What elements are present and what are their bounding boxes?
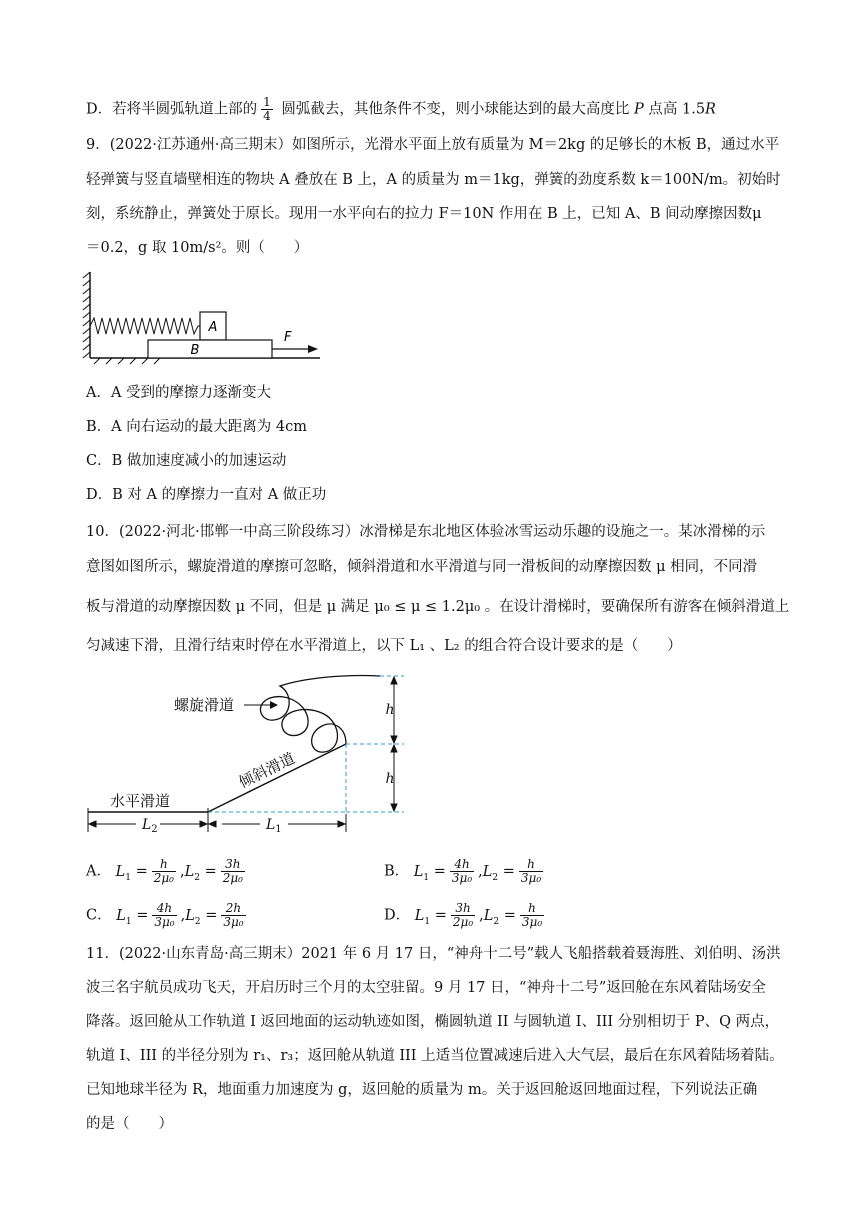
q9-figure-spring-blocks [80,268,330,368]
option-text-2: 圆弧截去，其他条件不变，则小球能达到的最大高度比 [276,101,634,118]
q10-option-d: D． $L_1$ = $\frac{3h}{\text{2μ₀}}$ $,L_2$ = $\frac{h}{\text{3μ₀}}$ [384,901,543,929]
q10-figure-ice-slide [84,668,414,838]
label-l1: $L_1$ [266,817,282,835]
option-label: A． [86,863,111,880]
frac-den: 4 [263,109,271,123]
radius-r: R [705,101,716,118]
q11-stem-line2: 波三名宇航员成功飞天，开启历时三个月的太空驻留。9 月 17 日，“神舟十二号”返回舱在东风着陆场安全 [86,980,766,996]
label-f: F [284,330,292,345]
option-text: 若将半圆弧轨道上部的 [112,101,258,118]
label-l2: $L_2$ [142,817,158,835]
q9-option-b: B．A 向右运动的最大距离为 4cm [86,419,307,435]
q9-stem-line4: ＝0.2，g 取 10m/s²。则（ ） [86,240,309,256]
q9-stem-line2: 轻弹簧与竖直墙壁相连的物块 A 叠放在 B 上，A 的质量为 m＝1kg，弹簧的劲度系数 k＝100N/m。初始时 [86,172,781,188]
q11-stem-line1: 11．(2022·山东青岛·高三期末）2021 年 6 月 17 日，“神舟十二号”载人飞船搭载着聂海胜、刘伯明、汤洪 [86,946,781,962]
board-b [148,340,272,358]
q10-stem-line2: 意图如图所示，螺旋滑道的摩擦可忽略，倾斜滑道和水平滑道与同一滑板间的动摩擦因数 μ 相同，不同滑 [86,559,758,575]
q8-option-d [86,96,716,123]
q11-stem-line5: 已知地球半径为 R，地面重力加速度为 g，返回舱的质量为 m。关于返回舱返回地面过程，下列说法正确 [86,1082,758,1098]
label-a: A [208,320,218,335]
frac: $\frac{3h}{\text{2μ₀}}$ [222,857,243,885]
q10-stem-line4: 匀减速下滑，且滑行结束时停在水平滑道上，以下 L₁ 、L₂ 的组合符合设计要求的是（ ） [86,638,682,654]
label-horizontal-chute: 水平滑道 [110,792,171,810]
frac: $\frac{4h}{\text{3μ₀}}$ [451,857,473,885]
q10-stem-line3: 板与滑道的动摩擦因数 μ 不同，但是 μ 满足 μ₀ ≤ μ ≤ 1.2μ₀ 。在设计滑梯时，要确保所有游客在倾斜滑道上 [86,599,790,615]
q10-option-a: A． $L_1$ = $\frac{h}{\text{2μ₀}}$ $,L_2$ = $\frac{3h}{\text{2μ₀}}$ [86,857,243,885]
option-text-3: 点高 1.5 [643,101,706,118]
frac: $\frac{h}{\text{2μ₀}}$ [153,857,174,885]
label-spiral-chute: 螺旋滑道 [174,696,235,714]
frac: $\frac{3h}{\text{2μ₀}}$ [452,901,474,929]
q9-option-c: C．B 做加速度减小的加速运动 [86,453,287,469]
q9-stem-line3: 刻，系统静止，弹簧处于原长。现用一水平向右的拉力 F＝10N 作用在 B 上，已知 A、B 间动摩擦因数μ [86,206,762,222]
option-label: D． [86,101,113,118]
q11-stem-line3: 降落。返回舱从工作轨道 I 返回地面的运动轨迹如图，椭圆轨道 II 与圆轨道 I、III 分别相切于 P、Q 两点， [86,1014,780,1030]
label-b: B [190,343,200,358]
q9-option-d: D．B 对 A 的摩擦力一直对 A 做正功 [86,487,327,503]
frac: $\frac{4h}{\text{3μ₀}}$ [154,901,175,929]
option-label: C． [86,907,112,924]
q11-stem-line4: 轨道 I、III 的半径分别为 r₁、r₃；返回舱从轨道 III 上适当位置减速后进入大气层，最后在东风着陆场着陆。 [86,1048,784,1064]
frac-num: 1 [263,95,271,109]
frac: $\frac{h}{\text{3μ₀}}$ [521,901,543,929]
q10-option-c: C． $L_1$ = $\frac{4h}{\text{3μ₀}}$ $,L_2$ = $\frac{2h}{\text{3μ₀}}$ [86,901,244,929]
point-p: P [634,101,644,118]
q9-stem-line1: 9．(2022·江苏通州·高三期末）如图所示，光滑水平面上放有质量为 M＝2kg 的足够长的木板 B，通过水平 [86,137,780,153]
fraction-one-quarter [261,96,273,123]
q10-stem-line1: 10．(2022·河北·邯郸一中高三阶段练习）冰滑梯是东北地区体验冰雪运动乐趣的设施之一。某冰滑梯的示 [86,524,766,540]
label-incline-chute: 倾斜滑道 [235,749,298,792]
q11-stem-line6: 的是（ ） [86,1116,173,1132]
option-label: D． [384,907,411,924]
frac: $\frac{h}{\text{3μ₀}}$ [520,857,542,885]
q10-option-b: B． $L_1$ = $\frac{4h}{\text{3μ₀}}$ $,L_2$ = $\frac{h}{\text{3μ₀}}$ [384,857,542,885]
label-h-top: h [385,702,395,718]
q9-option-a: A．A 受到的摩擦力逐渐变大 [86,385,272,401]
frac: $\frac{2h}{\text{3μ₀}}$ [223,901,244,929]
option-label: B． [384,863,410,880]
label-h-bottom: h [385,771,395,787]
